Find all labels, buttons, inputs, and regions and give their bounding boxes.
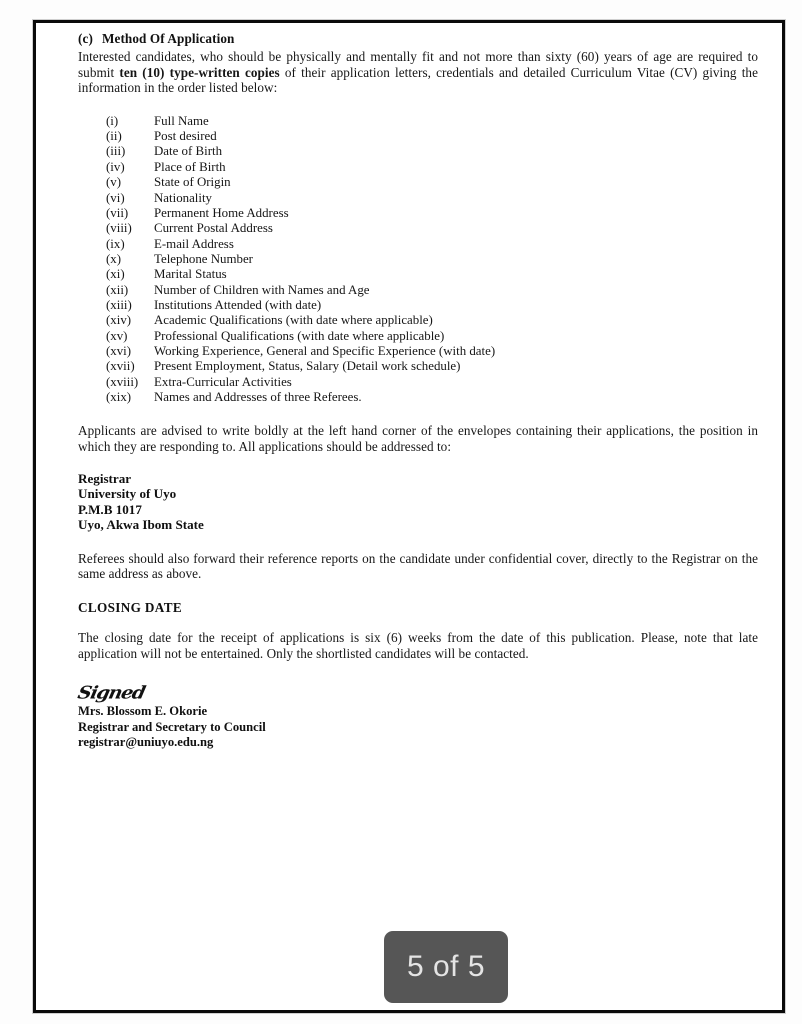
cv-list-item-numeral: (vi) [106,190,125,205]
cv-list-item-label: Number of Children with Names and Age [154,282,370,297]
cv-list-item-label: Full Name [154,113,209,128]
cv-list-item-numeral: (xiv) [106,313,132,328]
cv-list-item-label: State of Origin [154,175,231,190]
cv-list-item [106,359,758,374]
cv-list-item-label: Marital Status [154,267,227,282]
cv-list-item-numeral: (i) [106,113,119,128]
cv-list-item [106,206,758,221]
section-heading [78,31,758,47]
cv-requirements-list [78,114,758,406]
signatory-title: Registrar and Secretary to Council [78,719,266,734]
registrar-address-block [78,471,758,533]
cv-list-item-numeral: (xviii) [106,374,139,389]
cv-list-item-numeral: (vii) [106,205,129,220]
cv-list-item [106,298,758,313]
cv-list-item-numeral: (xv) [106,328,128,343]
cv-list-item-label: Names and Addresses of three Referees. [154,389,362,404]
page-indicator-badge[interactable] [384,931,508,1003]
section-title: Method Of Application [101,31,235,46]
cv-list-item-label: Post desired [154,129,217,144]
signatory-name: Mrs. Blossom E. Okorie [78,704,208,719]
address-line: P.M.B 1017 [78,501,142,517]
cv-list-item-label: Working Experience, General and Specific Experience (with date) [154,343,496,358]
cv-list-item-label: Current Postal Address [154,221,273,236]
cv-list-item-label: Professional Qualifications (with date where applicable) [154,328,445,343]
cv-list-item [106,329,758,344]
section-label: (c) [78,31,93,46]
document-body [75,31,758,750]
cv-list-item [106,175,758,190]
cv-list-item-numeral: (ii) [106,129,122,144]
cv-list-item [106,237,758,252]
cv-list-item-numeral: (xvi) [106,343,132,358]
cv-list-item-label: Permanent Home Address [154,205,289,220]
cv-list-item [106,129,758,144]
signatory-email: registrar@uniuyo.edu.ng [78,734,214,749]
page-indicator-label: 5 of 5 [406,950,486,983]
cv-list-item-label: Extra-Curricular Activities [154,374,292,389]
cv-list-item-numeral: (ix) [106,236,125,251]
signature-block [75,683,758,750]
cv-list-item [106,283,758,298]
closing-date-heading: CLOSING DATE [78,600,182,616]
cv-list-item-numeral: (iv) [106,159,125,174]
address-line: University of Uyo [78,486,177,502]
signature-mark: Signed [75,683,147,704]
cv-list-item [106,221,758,236]
closing-date-paragraph: The closing date for the receipt of applications is six (6) weeks from the date of this publication. Please, note that late application will not be entertained. Only the shortlisted candidates will be contacted. [78,630,758,661]
cv-list-item [106,267,758,282]
document-page-sheet [33,20,785,1013]
intro-text-before-bold: Interested candidates, who should be physically and mentally fit and not more than sixty (60) years of age are required to submit [78,49,758,80]
cv-list-item-numeral: (xvii) [106,359,135,374]
cv-list-item-numeral: (xi) [106,267,125,282]
cv-list-item-numeral: (xix) [106,389,132,404]
cv-list-item-numeral: (x) [106,251,122,266]
cv-list-item-numeral: (v) [106,175,122,190]
cv-list-item [106,191,758,206]
cv-list-item-label: Telephone Number [154,251,253,266]
cv-list-item-label: Academic Qualifications (with date where applicable) [154,313,433,328]
cv-list-item-label: Date of Birth [154,144,223,159]
cv-list-item-label: Present Employment, Status, Salary (Detail work schedule) [154,359,461,374]
cv-list-item-numeral: (viii) [106,221,132,236]
intro-bold-phrase: ten (10) type-written copies [119,64,280,80]
cv-list-item [106,160,758,175]
cv-list-item-label: Place of Birth [154,159,226,174]
envelope-instruction-paragraph: Applicants are advised to write boldly at the left hand corner of the envelopes containing their applications, the position in which they are responding to. All applications should be addressed to: [78,423,758,454]
cv-list-item [106,313,758,328]
cv-list-item-label: Nationality [154,190,212,205]
cv-list-item [106,114,758,129]
address-line: Registrar [78,470,132,486]
cv-list-item [106,375,758,390]
referees-note-paragraph: Referees should also forward their reference reports on the candidate under confidential cover, directly to the Registrar on the same address as above. [78,550,758,582]
cv-list-item [106,390,758,405]
cv-list-item-label: Institutions Attended (with date) [154,297,322,312]
intro-text-after-bold: of their application letters, credentials and detailed Curriculum Vitae (CV) giving the information in the order listed below: [78,64,758,96]
cv-list-item [106,144,758,159]
cv-list-item-numeral: (xii) [106,282,129,297]
cv-list-item-numeral: (xiii) [106,297,132,312]
cv-list-item-label: E-mail Address [154,236,234,251]
intro-paragraph [78,49,758,96]
cv-list-item [106,252,758,267]
address-line: Uyo, Akwa Ibom State [78,517,204,533]
cv-list-item [106,344,758,359]
cv-list-item-numeral: (iii) [106,144,126,159]
